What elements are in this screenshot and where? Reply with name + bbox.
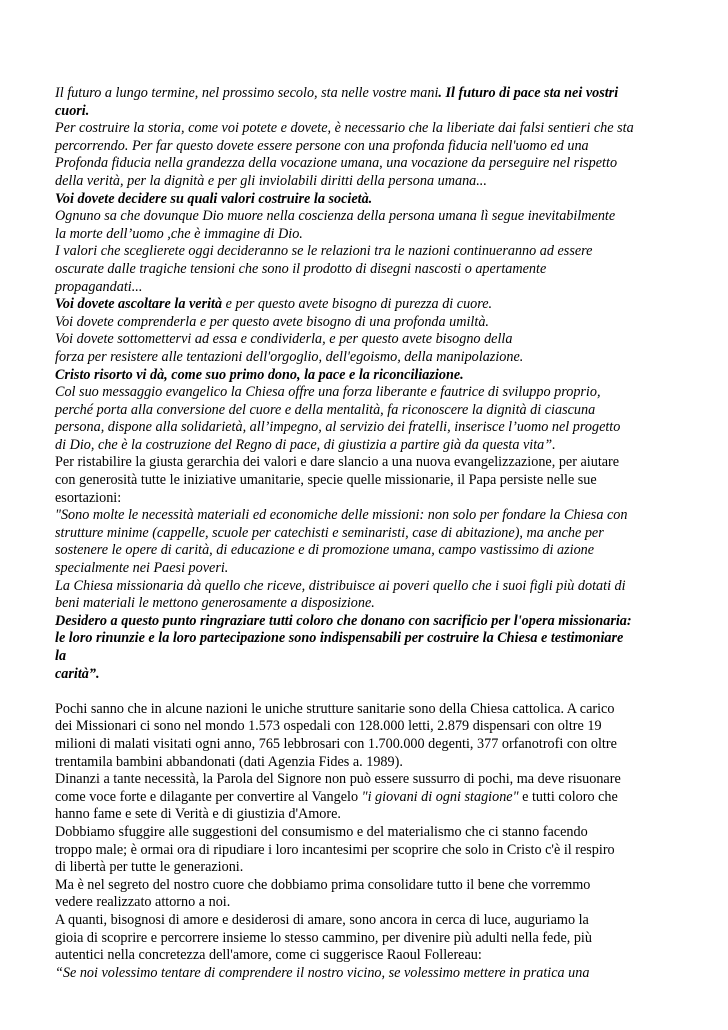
text-segment: Per costruire la storia, come voi potete e dovete, è necessario che la liberiate dai falsi sentieri che sta: [55, 120, 634, 137]
text-segment: percorrendo. Per far questo dovete essere persone con una profonda fiducia nell'uomo ed una: [55, 137, 589, 154]
text-segment: “Se noi volessimo tentare di comprendere il nostro vicino, se volessimo mettere in pratica una: [55, 964, 590, 981]
text-segment: oscurate dalle tragiche tensioni che sono il prodotto di disegni nascosti o apertamente: [55, 260, 547, 277]
text-line: [55, 701, 675, 719]
text-line: [55, 965, 675, 983]
text-segment: milioni di malati visitati ogni anno, 765 lebbrosari con 1.700.000 degenti, 377 orfanotrofi con oltre: [55, 735, 617, 752]
text-segment: la morte dell’uomo ,che è immagine di Dio.: [55, 225, 303, 242]
text-line: [55, 525, 675, 543]
text-line: [55, 666, 675, 684]
text-line: [55, 912, 675, 930]
text-line: [55, 507, 675, 525]
text-line: [55, 472, 675, 490]
text-line: [55, 173, 675, 191]
text-segment: Profonda fiducia nella grandezza della vocazione umana, una vocazione da perseguire nel rispetto: [55, 155, 618, 172]
text-line: [55, 384, 675, 402]
text-line: [55, 894, 675, 912]
text-line: [55, 208, 675, 226]
text-segment: come voce forte e dilagante per convertire al Vangelo: [55, 788, 362, 805]
text-segment: Pochi sanno che in alcune nazioni le uniche strutture sanitarie sono della Chiesa cattolica. A carico: [55, 700, 615, 717]
text-line: [55, 296, 675, 314]
text-line: [55, 560, 675, 578]
text-line: [55, 718, 675, 736]
text-segment: di Dio, che è la costruzione del Regno di pace, di giustizia a partire già da questa vita”.: [55, 436, 556, 453]
text-segment: esortazioni:: [55, 489, 122, 506]
text-segment: con generosità tutte le iniziative umanitarie, specie quelle missionarie, il Papa persiste nelle sue: [55, 472, 597, 489]
text-segment: e per questo avete bisogno di purezza di cuore.: [222, 296, 493, 313]
text-line: [55, 842, 675, 860]
text-segment: di libertà per tutte le generazioni.: [55, 859, 244, 876]
text-line: [55, 824, 675, 842]
text-segment: carità”.: [55, 665, 100, 682]
text-line: [55, 279, 675, 297]
text-line: [55, 367, 675, 385]
text-line: [55, 771, 675, 789]
text-segment: specialmente nei Paesi poveri.: [55, 560, 229, 577]
text-segment: trentamila bambini abbandonati (dati Agenzia Fides a. 1989).: [55, 753, 403, 770]
text-segment: Desidero a questo punto ringraziare tutti coloro che donano con sacrificio per l'opera missionaria:: [55, 612, 632, 629]
text-line: [55, 454, 675, 472]
text-line: [55, 85, 675, 103]
text-segment: Voi dovete sottomettervi ad essa e condividerla, e per questo avete bisogno della: [55, 331, 513, 348]
text-line: [55, 877, 675, 895]
text-segment: propagandati...: [55, 278, 143, 295]
text-line: [55, 437, 675, 455]
text-segment: vedere realizzato attorno a noi.: [55, 894, 231, 911]
text-segment: Voi dovete comprenderla e per questo avete bisogno di una profonda umiltà.: [55, 313, 489, 330]
text-segment: "i giovani di ogni stagione": [361, 788, 519, 805]
text-line: [55, 138, 675, 156]
text-line: [55, 542, 675, 560]
text-line: [55, 578, 675, 596]
text-segment: Per ristabilire la giusta gerarchia dei valori e dare slancio a una nuova evangelizzazione, per aiutare: [55, 454, 620, 471]
text-segment: Voi dovete ascoltare la verità: [55, 296, 223, 313]
text-segment: Il futuro a lungo termine, nel prossimo secolo, sta nelle vostre mani: [55, 85, 439, 101]
text-line: [55, 191, 675, 209]
text-segment: Col suo messaggio evangelico la Chiesa offre una forza liberante e fautrice di sviluppo proprio,: [55, 384, 601, 401]
text-segment: Dobbiamo sfuggire alle suggestioni del consumismo e del materialismo che ci stanno facendo: [55, 823, 588, 840]
text-line: [55, 490, 675, 508]
text-segment: beni materiali le mettono generosamente a disposizione.: [55, 595, 375, 612]
text-segment: sostenere le opere di carità, di educazione e di promozione umana, campo vastissimo di azione: [55, 542, 595, 559]
text-segment: autentici nella concretezza dell'amore, come ci suggerisce Raoul Follereau:: [55, 947, 482, 964]
text-segment: forza per resistere alle tentazioni dell'orgoglio, dell'egoismo, della manipolazione.: [55, 348, 524, 365]
paragraph-gap: [55, 683, 675, 701]
text-segment: Cristo risorto vi dà, come suo primo dono, la pace e la riconciliazione.: [55, 366, 464, 383]
text-line: [55, 155, 675, 173]
document-page: [55, 85, 675, 982]
text-segment: troppo male; è ormai ora di ripudiare i loro incantesimi per scoprire che solo in Cristo c'è il respiro: [55, 841, 615, 858]
text-line: [55, 754, 675, 772]
text-segment: gioia di scoprire e percorrere insieme lo stesso cammino, per divenire più adulti nella fede, più: [55, 929, 592, 946]
text-line: [55, 859, 675, 877]
text-line: [55, 120, 675, 138]
text-segment: Ognuno sa che dovunque Dio muore nella coscienza della persona umana lì segue inevitabilmente: [55, 208, 616, 225]
text-line: [55, 613, 675, 631]
text-segment: hanno fame e sete di Verità e di giustizia d'Amore.: [55, 806, 341, 823]
text-line: [55, 402, 675, 420]
text-line: [55, 736, 675, 754]
text-line: [55, 789, 675, 807]
text-segment: le loro rinunzie e la loro partecipazione sono indispensabili per costruire la Chiesa e testimoniare: [55, 630, 624, 647]
text-line: [55, 947, 675, 965]
text-segment: "Sono molte le necessità materiali ed economiche delle missioni: non solo per fondare la Chiesa con: [55, 507, 628, 524]
text-line: [55, 648, 675, 666]
text-segment: la: [55, 648, 67, 664]
text-line: [55, 349, 675, 367]
text-line: [55, 806, 675, 824]
text-line: [55, 930, 675, 948]
text-segment: strutture minime (cappelle, scuole per catechisti e seminaristi, case di abitazione), ma anche per: [55, 524, 604, 541]
text-line: [55, 243, 675, 261]
text-line: [55, 103, 675, 121]
text-segment: Dinanzi a tante necessità, la Parola del Signore non può essere sussurro di pochi, ma deve risuonare: [55, 771, 621, 788]
text-segment: A quanti, bisognosi di amore e desiderosi di amare, sono ancora in cerca di luce, auguriamo la: [55, 911, 589, 928]
text-segment: . Il futuro di pace sta nei vostri: [438, 85, 619, 101]
text-segment: Ma è nel segreto del nostro cuore che dobbiamo prima consolidare tutto il bene che vorremmo: [55, 876, 591, 893]
text-segment: persona, dispone alla solidarietà, all’impegno, al servizio dei fratelli, inserisce l’uomo nel progetto: [55, 419, 621, 436]
text-line: [55, 226, 675, 244]
text-line: [55, 314, 675, 332]
text-line: [55, 595, 675, 613]
text-line: [55, 261, 675, 279]
text-segment: La Chiesa missionaria dà quello che riceve, distribuisce ai poveri quello che i suoi figli più dotati di: [55, 577, 626, 594]
text-segment: Voi dovete decidere su quali valori costruire la società.: [55, 190, 373, 207]
text-segment: e tutti coloro che: [518, 788, 618, 805]
text-line: [55, 630, 675, 648]
text-segment: I valori che sceglierete oggi decideranno se le relazioni tra le nazioni continueranno ad essere: [55, 243, 593, 260]
text-segment: perché porta alla conversione del cuore e della mentalità, fa riconoscere la dignità di ciascuna: [55, 401, 596, 418]
text-segment: dei Missionari ci sono nel mondo 1.573 ospedali con 128.000 letti, 2.879 dispensari con oltre 19: [55, 718, 602, 735]
text-segment: cuori.: [55, 102, 90, 119]
text-line: [55, 419, 675, 437]
text-line: [55, 331, 675, 349]
text-segment: della verità, per la dignità e per gli inviolabili diritti della persona umana...: [55, 172, 487, 189]
